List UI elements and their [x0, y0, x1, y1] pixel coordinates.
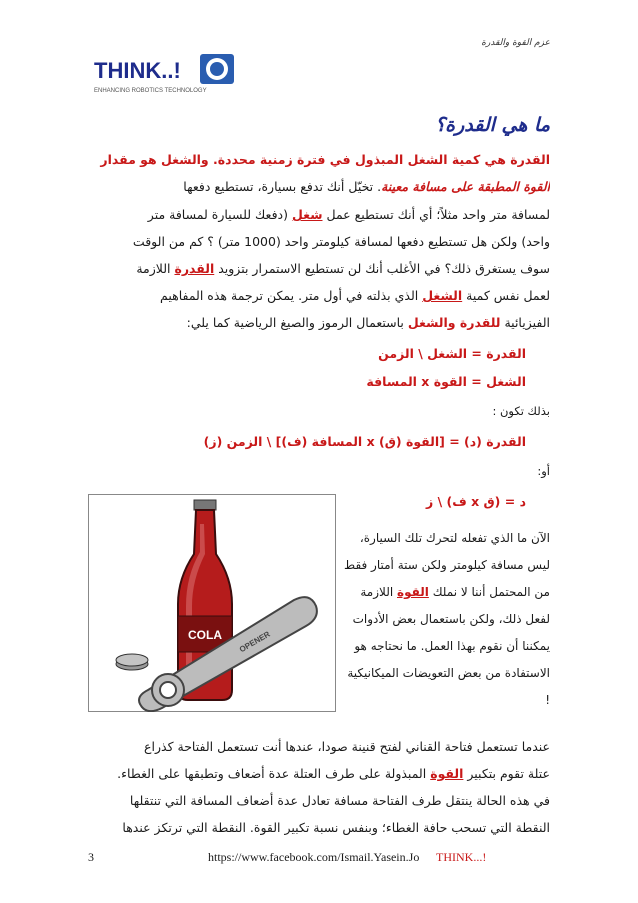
intro-line-4: واحد) ولكن هل تستطيع دفعها لمسافة كيلومتر واحد (1000 متر) ؟ كم من الوقت — [132, 234, 550, 249]
logo-graphic — [88, 52, 238, 100]
bottom-line-1: عندما تستعمل فتاحة القناني لفتح قنينة صودا، عندها أنت تستعمل الفتاحة كذراع — [144, 739, 550, 754]
bottom-line-2-b: المبذولة على طرف العتلة عدة أضعاف وتطبقها على الغطاء. — [117, 766, 431, 781]
intro-line-3-a: لمسافة متر واحد مثلاً؛ أي أنك تستطيع عمل — [322, 207, 550, 222]
formula-power-symbols: القدرة (د) = [القوة (ق) x المسافة (ف)] \ الزمن (ز) — [203, 434, 526, 449]
cap-top — [116, 654, 148, 666]
side-line-3 — [318, 578, 550, 606]
intro-line-7-a: الفيزيائية — [500, 315, 550, 330]
loose-bottle-cap — [116, 654, 148, 670]
bottom-line-3: في هذه الحالة ينتقل طرف الفتاحة مسافة تعادل عدة أضعاف المسافة التي تنتقلها — [129, 793, 550, 808]
footer-url[interactable]: https://www.facebook.com/Ismail.Yasein.Jo — [208, 850, 420, 864]
side-line-3-b: اللازمة — [360, 585, 397, 599]
side-line-3-a: من المحتمل أننا لا نملك — [428, 585, 550, 599]
intro-line-2-text: . تخيّل أنك تدفع بسيارة، تستطيع دفعها — [183, 179, 382, 194]
side-line-2: ليس مسافة كيلومتر ولكن ستة أمتار فقط — [344, 558, 550, 572]
side-line-6: الاستفادة من بعض التعويضات الميكانيكية — [347, 666, 550, 680]
opener-label-text: OPENER — [237, 629, 272, 655]
bottle-label-text: COLA — [188, 628, 222, 642]
page-title: ما هي القدرة؟ — [435, 114, 550, 136]
logo-word: THINK..! — [94, 58, 181, 83]
intro-line-6-red: الشغل — [422, 288, 463, 303]
intro-line-5 — [88, 255, 550, 283]
formula-power: القدرة = الشغل \ الزمن — [378, 346, 526, 361]
intro-line-7-b: باستعمال الرموز والصيغ الرياضية كما يلي: — [186, 315, 408, 330]
side-line-5: يمكننا أن نقوم بهذا العمل. ما نحتاجه هو — [354, 639, 550, 653]
intro-line-5-b: اللازمة — [136, 261, 175, 276]
intro-line-2 — [88, 173, 550, 201]
header-note: عزم القوة والقدرة — [481, 38, 550, 48]
formula-short: د = (ق x ف) \ ز — [426, 494, 526, 509]
intro-line-6-b: الذي بذلته في أول متر. يمكن ترجمة هذه المفاهيم — [160, 288, 423, 303]
bottom-line-2 — [88, 760, 550, 788]
thus-label: بذلك تكون : — [492, 404, 550, 418]
logo-tagline: ENHANCING ROBOTICS TECHNOLOGY — [94, 88, 207, 94]
logo-ring-inner — [210, 62, 224, 76]
side-line-4: لفعل ذلك، ولكن باستعمال بعض الأدوات — [352, 612, 550, 626]
intro-line-7 — [88, 309, 550, 337]
intro-line-1 — [88, 146, 550, 174]
bottom-line-4: النقطة التي تسحب حافة الغطاء؛ وبنفس نسبة تكبير القوة. النقطة التي ترتكز عندها — [122, 820, 550, 835]
intro-line-6-a: لعمل نفس كمية — [462, 288, 550, 303]
bottle-and-opener-illustration — [88, 494, 336, 712]
intro-line-2-red: القوة المطبقة على مسافة معينة — [381, 179, 550, 194]
opener-hole — [160, 682, 176, 698]
intro-line-3-b: (دفعك للسيارة لمسافة متر — [147, 207, 292, 222]
formula-work: الشغل = القوة x المسافة — [366, 374, 526, 389]
bottle-cap — [194, 500, 216, 510]
side-line-1: الآن ما الذي تفعله لتحرك تلك السيارة، — [359, 531, 550, 545]
intro-line-6 — [88, 282, 550, 310]
or-label: أو: — [537, 464, 550, 478]
bottom-line-2-red: القوة — [430, 766, 464, 781]
footer-brand: THINK...! — [436, 850, 487, 864]
think-logo — [88, 52, 238, 100]
illustration-graphic — [88, 494, 336, 712]
intro-line-5-red: القدرة — [174, 261, 215, 276]
side-line-7: ! — [545, 693, 550, 707]
intro-line-3-red: شغل — [291, 207, 323, 222]
bottom-line-2-a: عتلة تقوم بتكبير — [463, 766, 550, 781]
page-number: 3 — [88, 850, 94, 864]
intro-line-3 — [88, 201, 550, 229]
intro-line-1-red: القدرة هي كمية الشغل المبذول في فترة زمنية محددة. والشغل هو مقدار — [100, 152, 550, 167]
footer — [88, 850, 550, 866]
side-line-3-red: القوة — [397, 585, 429, 599]
intro-line-5-a: سوف يستغرق ذلك؟ في الأغلب أنك لن تستطيع الاستمرار بتزويد — [214, 261, 550, 276]
intro-line-7-red: للقدرة والشغل — [407, 315, 501, 330]
